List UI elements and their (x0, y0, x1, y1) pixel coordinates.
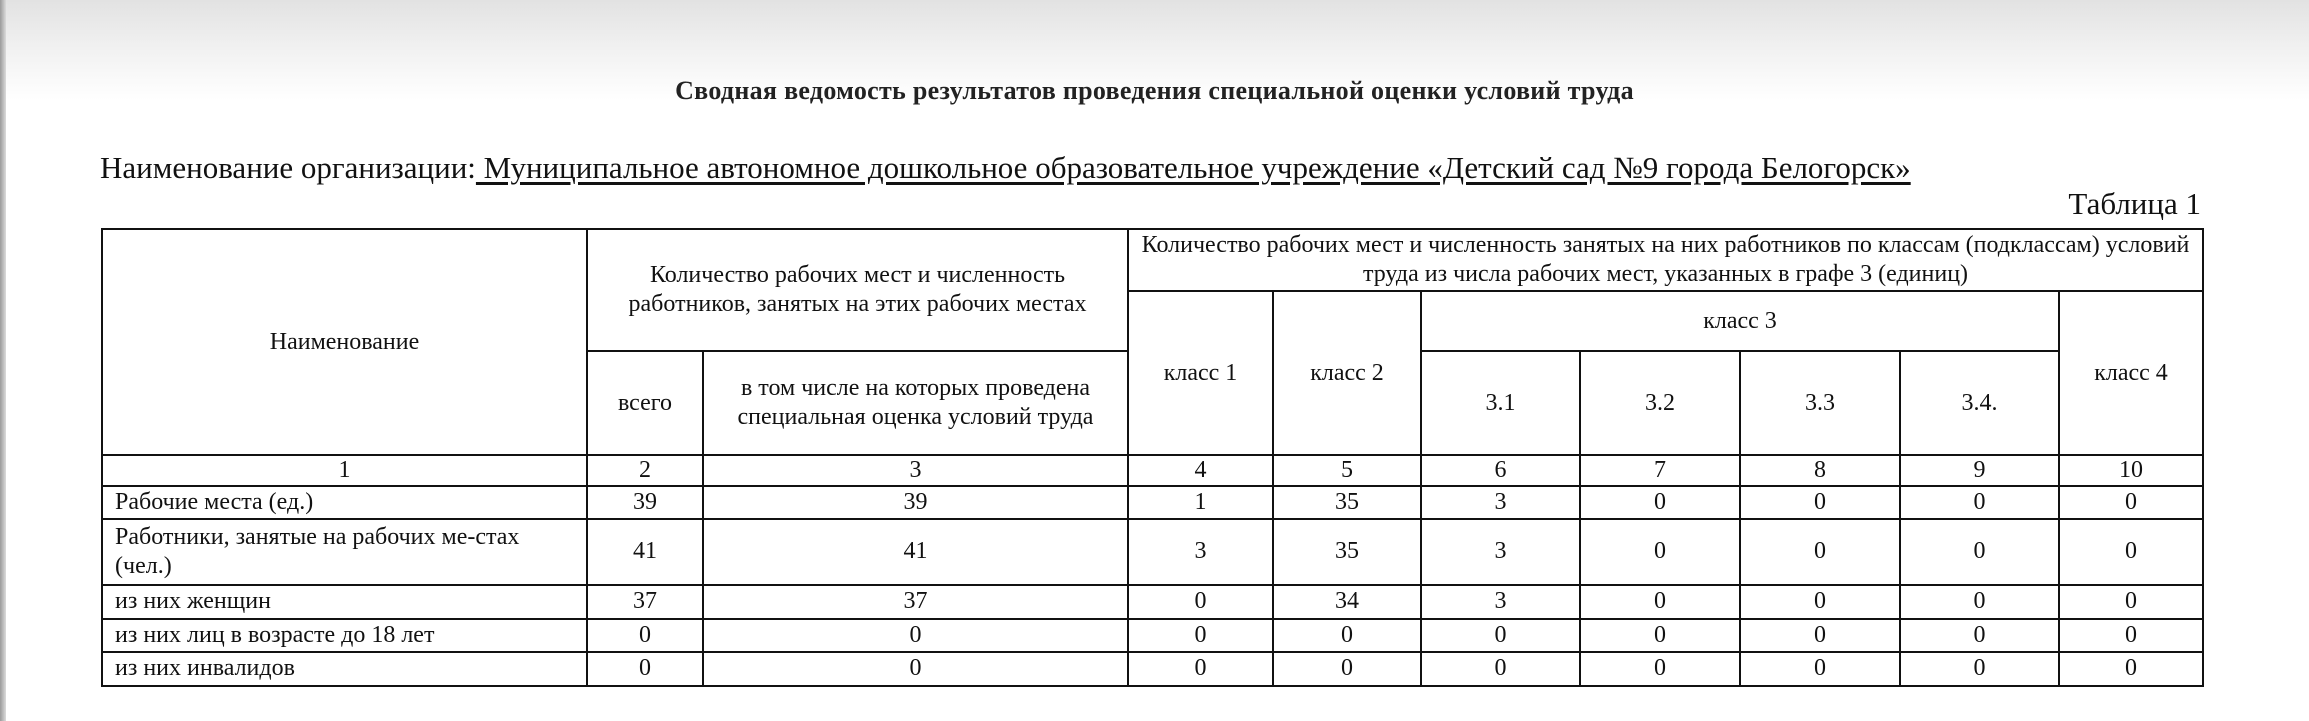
table-cell: 0 (1580, 585, 1740, 619)
table-cell: 41 (703, 519, 1128, 585)
table-cell: 0 (1128, 585, 1273, 619)
column-number-row (102, 455, 2203, 486)
column-number: 7 (1580, 455, 1740, 486)
table-cell: 0 (1900, 585, 2059, 619)
table-cell: 3 (1421, 519, 1580, 585)
table-label: Таблица 1 (2068, 186, 2201, 221)
header-subclass-3-2: 3.2 (1580, 351, 1740, 455)
column-number: 6 (1421, 455, 1580, 486)
table-cell: 0 (1421, 619, 1580, 652)
table-cell: 0 (1740, 486, 1900, 519)
header-class-3: класс 3 (1421, 291, 2059, 351)
header-class-1: класс 1 (1128, 291, 1273, 455)
summary-table (101, 228, 2204, 687)
table-cell: 0 (2059, 652, 2203, 686)
table-cell: 0 (1580, 619, 1740, 652)
table-cell: 3 (1421, 486, 1580, 519)
header-class-2: класс 2 (1273, 291, 1421, 455)
table-cell: 0 (2059, 519, 2203, 585)
table-cell: 0 (703, 652, 1128, 686)
scan-left-edge (0, 0, 6, 721)
column-number: 1 (102, 455, 587, 486)
table-cell: 0 (1900, 652, 2059, 686)
table-cell: 0 (1128, 652, 1273, 686)
table-cell: 35 (1273, 486, 1421, 519)
table-cell: 39 (587, 486, 703, 519)
table-cell: 0 (1900, 486, 2059, 519)
table-cell: 0 (1900, 519, 2059, 585)
table-cell: 41 (587, 519, 703, 585)
table-cell: 3 (1421, 585, 1580, 619)
row-label: Работники, занятые на рабочих ме-стах (чел.) (102, 519, 587, 585)
table-cell: 0 (2059, 585, 2203, 619)
table-cell: 0 (1580, 652, 1740, 686)
table-cell: 0 (1128, 619, 1273, 652)
table-row (102, 652, 2203, 686)
organization-label: Наименование организации: (100, 150, 476, 185)
table-cell: 3 (1128, 519, 1273, 585)
column-number: 10 (2059, 455, 2203, 486)
table-cell: 0 (1273, 652, 1421, 686)
table-cell: 0 (1740, 652, 1900, 686)
column-number: 8 (1740, 455, 1900, 486)
document-title: Сводная ведомость результатов проведения специальной оценки условий труда (675, 76, 1634, 105)
table-cell: 34 (1273, 585, 1421, 619)
table-cell: 35 (1273, 519, 1421, 585)
row-label: из них инвалидов (102, 652, 587, 686)
column-number: 4 (1128, 455, 1273, 486)
row-label: Рабочие места (ед.) (102, 486, 587, 519)
organization-line (100, 150, 1911, 186)
table-cell: 1 (1128, 486, 1273, 519)
table-cell: 0 (1900, 619, 2059, 652)
header-workplaces-group: Количество рабочих мест и численность работников, занятых на этих рабочих местах (587, 229, 1128, 351)
column-number: 2 (587, 455, 703, 486)
header-subclass-3-3: 3.3 (1740, 351, 1900, 455)
table-cell: 0 (703, 619, 1128, 652)
header-class-4: класс 4 (2059, 291, 2203, 455)
table-cell: 0 (587, 619, 703, 652)
table-cell: 39 (703, 486, 1128, 519)
header-subclass-3-4: 3.4. (1900, 351, 2059, 455)
row-label: из них лиц в возрасте до 18 лет (102, 619, 587, 652)
table-row (102, 486, 2203, 519)
table-cell: 0 (1580, 486, 1740, 519)
table-cell: 0 (1273, 619, 1421, 652)
column-number: 9 (1900, 455, 2059, 486)
header-classes-group: Количество рабочих мест и численность занятых на них работников по классам (подклассам) условий труда из числа рабочих мест, указанных в графе 3 (единиц) (1128, 229, 2203, 291)
table-cell: 0 (1580, 519, 1740, 585)
table-cell: 37 (587, 585, 703, 619)
header-total: всего (587, 351, 703, 455)
table-cell: 0 (1740, 619, 1900, 652)
header-subclass-3-1: 3.1 (1421, 351, 1580, 455)
header-assessed: в том числе на которых проведена специальная оценка условий труда (703, 351, 1128, 455)
table-cell: 0 (1740, 519, 1900, 585)
table-cell: 0 (2059, 486, 2203, 519)
row-label: из них женщин (102, 585, 587, 619)
table-cell: 0 (1421, 652, 1580, 686)
column-number: 5 (1273, 455, 1421, 486)
table-row (102, 619, 2203, 652)
table-cell: 0 (1740, 585, 1900, 619)
table-row (102, 519, 2203, 585)
table-cell: 0 (587, 652, 703, 686)
table-row (102, 585, 2203, 619)
column-number: 3 (703, 455, 1128, 486)
header-name: Наименование (102, 229, 587, 455)
table-cell: 37 (703, 585, 1128, 619)
table-cell: 0 (2059, 619, 2203, 652)
organization-name: Муниципальное автономное дошкольное образовательное учреждение «Детский сад №9 города Белогорск» (475, 150, 1911, 185)
